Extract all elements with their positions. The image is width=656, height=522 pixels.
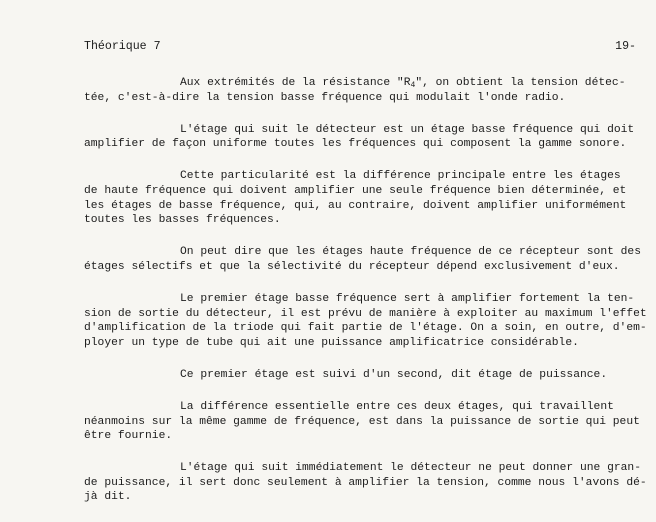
- paragraph: [84, 368, 642, 383]
- text-line: ployer un type de tube qui ait une puissance amplificatrice considérable.: [84, 336, 579, 349]
- text-line: Aux extrémités de la résistance "$R_4$", on obtient la tension détec-: [180, 77, 626, 90]
- body-text: [84, 76, 647, 522]
- text-line: Ce premier étage est suivi d'un second, dit étage de puissance.: [180, 368, 608, 381]
- text-line: toutes les basses fréquences.: [84, 214, 281, 227]
- paragraph: [84, 400, 642, 444]
- text-line: La différence essentielle entre ces deux étages, qui travaillent: [180, 400, 614, 413]
- text-line: Cette particularité est la différence principale entre les étages: [180, 170, 621, 183]
- text-line: être fournie.: [84, 430, 173, 443]
- paragraph: [84, 169, 642, 227]
- paragraph: [84, 245, 642, 274]
- text-line: L'étage qui suit le détecteur est un étage basse fréquence qui doit: [180, 123, 635, 136]
- text-line: d'amplification de la triode qui fait partie de l'étage. On a soin, en outre, d'em-: [84, 322, 647, 335]
- text-line: étages sélectifs et que la sélectivité du récepteur dépend exclusivement d'eux.: [84, 260, 620, 273]
- text-line: jà dit.: [84, 491, 132, 504]
- paragraph: [84, 461, 647, 505]
- text-line: tée, c'est-à-dire la tension basse fréquence qui modulait l'onde radio.: [84, 91, 566, 104]
- subscript: 4: [410, 81, 416, 90]
- text-line: néanmoins sur la même gamme de fréquence, est dans la puissance de sortie qui peut: [84, 415, 640, 428]
- text-line: les étages de basse fréquence, qui, au contraire, doivent amplifier uniformément: [84, 199, 627, 212]
- text-line: de puissance, il sert donc seulement à amplifier la tension, comme nous l'avons dé-: [84, 476, 647, 489]
- text-line: de haute fréquence qui doivent amplifier une seule fréquence bien déterminée, et: [84, 184, 627, 197]
- text-line: Le premier étage basse fréquence sert à amplifier fortement la ten-: [180, 292, 635, 305]
- paragraph: [84, 123, 642, 152]
- paragraph: [84, 292, 647, 350]
- text-line: sion de sortie du détecteur, il est prévu de manière à exploiter au maximum l'effet: [84, 307, 647, 320]
- text-line: amplifier de façon uniforme toutes les fréquences qui composent la gamme sonore.: [84, 138, 627, 151]
- chapter-header: Théorique 7: [84, 40, 161, 53]
- text-line: L'étage qui suit immédiatement le détecteur ne peut donner une gran-: [180, 462, 641, 475]
- paragraph: [84, 76, 642, 105]
- page-number: 19-: [615, 40, 636, 53]
- text-line: On peut dire que les étages haute fréquence de ce récepteur sont des: [180, 246, 641, 259]
